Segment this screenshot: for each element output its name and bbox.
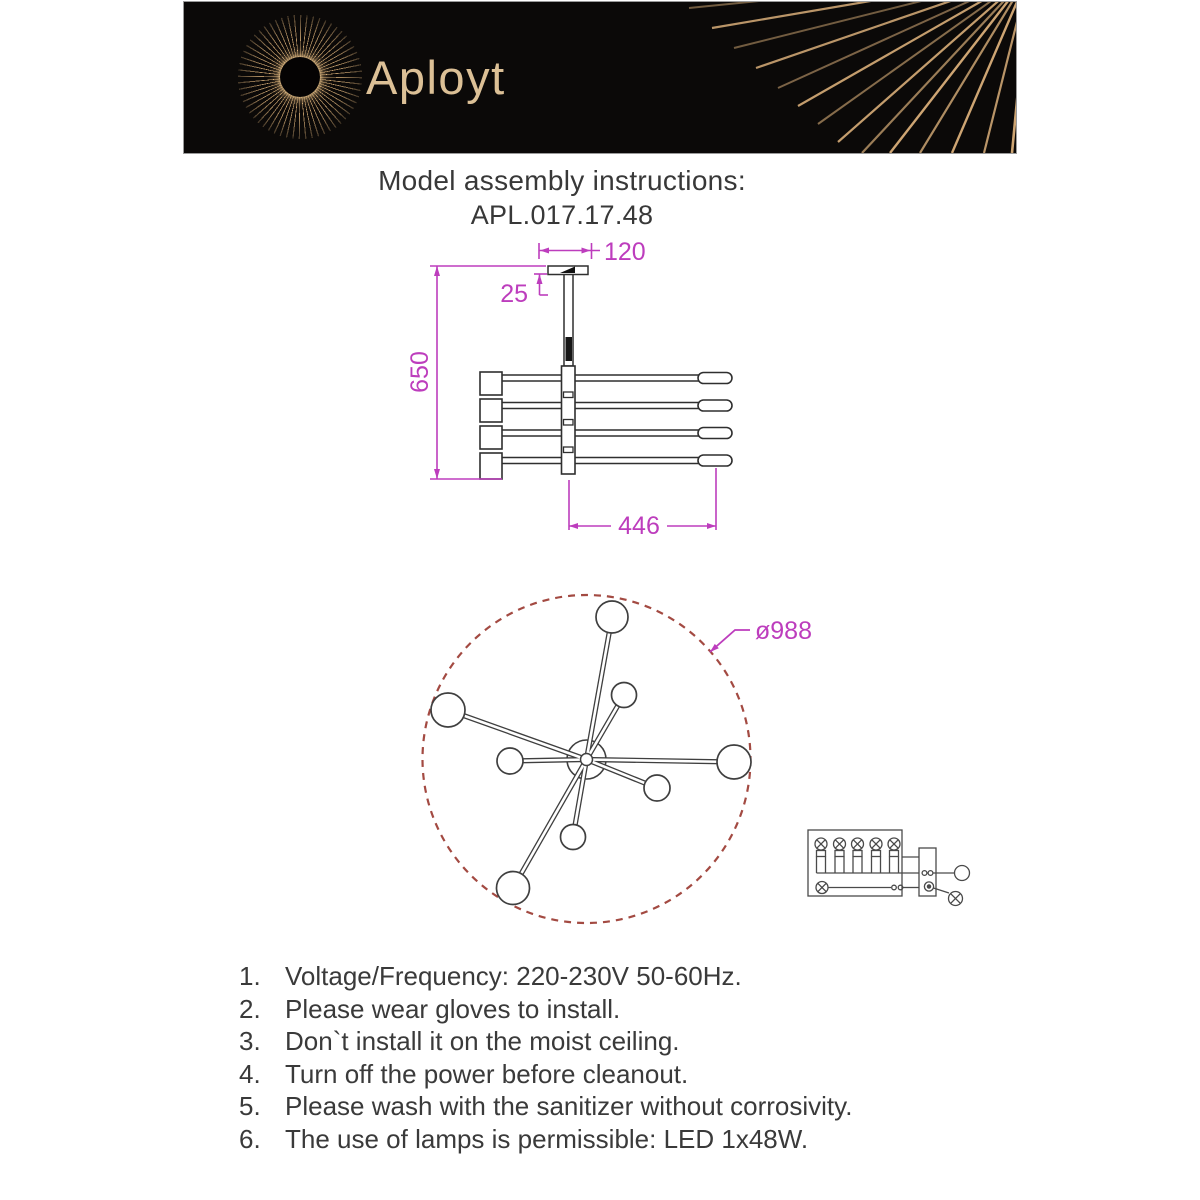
side-view-dimension-labels [406,238,660,540]
list-item [239,993,999,1026]
sputnik-arms-inner [448,617,734,888]
item-text: Don`t install it on the moist ceiling. [285,1026,680,1057]
item-number: 2. [239,993,261,1024]
dim-total-height-label: 650 [406,351,434,393]
lamp-symbols-row [815,838,900,850]
central-column [562,366,576,474]
item-text: Turn off the power before cleanout. [285,1058,689,1089]
diameter-dimension [710,617,812,652]
dim-arm-span-label: 446 [618,512,660,540]
item-number: 6. [239,1123,261,1154]
item-text: Voltage/Frequency: 220-230V 50-60Hz. [285,961,742,991]
item-text: The use of lamps is permissible: LED 1x48W. [285,1123,809,1154]
item-number: 5. [239,1091,261,1122]
brand-name: Aployt [366,51,506,104]
list-item [239,1025,999,1058]
return-lamp-line [816,882,919,894]
left-lamp-heads [480,372,502,479]
dim-canopy-width-label: 120 [604,238,646,266]
side-view-drawing [406,238,732,540]
item-number: 4. [239,1058,261,1089]
lamp-sockets-and-bus [817,851,903,874]
page-title: Model assembly instructions: [378,165,746,196]
wiring-diagram [808,830,970,906]
list-item [239,960,999,993]
hub-center [581,754,593,766]
driver-block [902,848,970,906]
stem-and-canopy [548,266,588,366]
item-number: 3. [239,1026,261,1057]
top-view-drawing [423,595,812,923]
item-text: Please wash with the sanitizer without corrosivity. [285,1091,853,1122]
model-number: APL.017.17.48 [470,200,654,230]
instructions-list [239,960,999,1156]
list-item [239,1090,999,1123]
item-text: Please wear gloves to install. [285,993,621,1024]
dim-diameter-label: ø988 [755,617,812,645]
fixture-arms [500,375,700,464]
list-item [239,1058,999,1091]
right-lamp-heads [698,373,732,467]
item-number: 1. [239,961,261,991]
dim-canopy-height-label: 25 [500,280,528,308]
list-item [239,1123,999,1156]
